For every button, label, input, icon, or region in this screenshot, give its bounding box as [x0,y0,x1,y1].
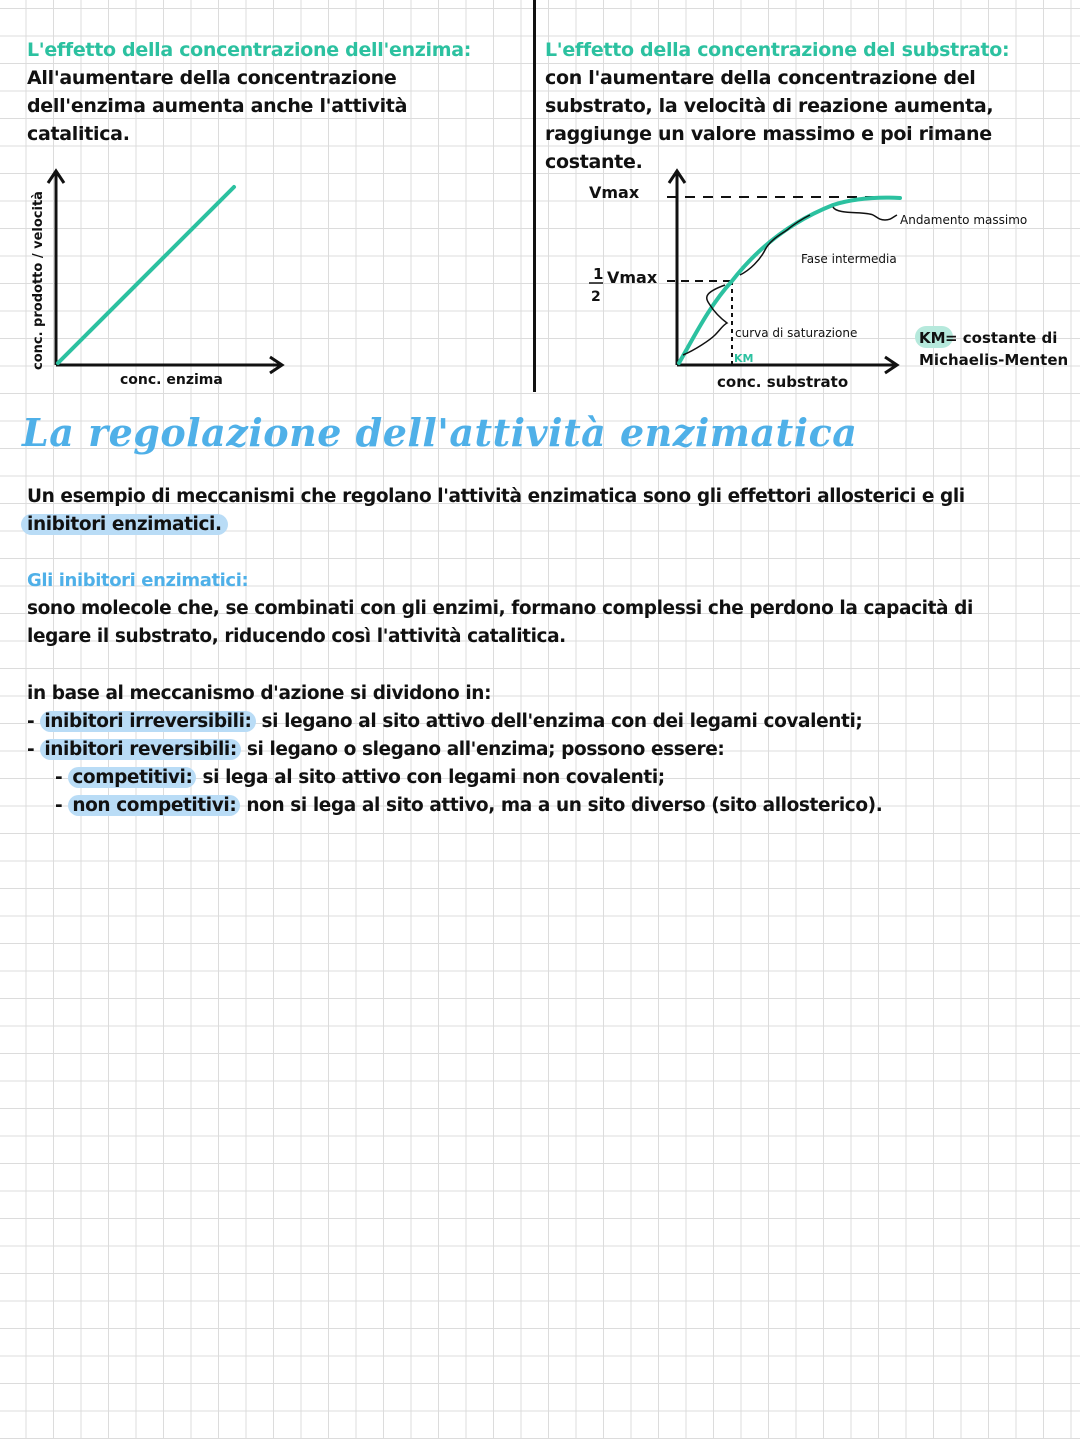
inhibitors-heading: Gli inibitori enzimatici: [27,570,249,591]
half-vmax-numerator: 1 [593,265,604,283]
km-definition-rest: = costante di [945,329,1058,347]
x-axis-label: conc. enzima [120,372,223,388]
km-definition-line2: Michaelis-Menten [919,351,1069,369]
term-highlight: inibitori irreversibili: [40,711,255,732]
inhibitors-block [27,567,1067,651]
vmax-label: Vmax [589,183,640,202]
list-text: si lega al sito attivo con legami non covalenti; [196,767,665,788]
series-line-enzyme [58,187,234,363]
km-tick-label: KM [734,352,754,365]
mechanism-block [27,680,1067,820]
right-paragraph-line: raggiunge un valore massimo e poi rimane [545,123,992,145]
left-section [27,36,517,148]
brace-mid [740,215,810,275]
column-divider [533,0,536,392]
left-paragraph-line: All'aumentare della concentrazione [27,67,397,89]
list-dash: - [27,739,41,760]
right-section-title: L'effetto della concentrazione del substrato: [545,39,1010,61]
right-paragraph-line: substrato, la velocità di reazione aumenta, [545,95,994,117]
annotation-max: Andamento massimo [900,213,1028,227]
list-dash: - [27,711,41,732]
term-highlight: inibitori reversibili: [40,739,241,760]
list-item [27,708,1067,736]
y-axis-label: conc. prodotto / velocità [31,191,46,370]
km-definition-prefix: KM [919,329,946,347]
term-highlight: non competitivi: [68,795,240,816]
list-dash: - [55,795,69,816]
half-vmax-label: Vmax [607,268,658,287]
brace-max [833,207,897,220]
intro-highlight: inibitori enzimatici. [21,514,228,535]
x-axis-label: conc. substrato [717,373,849,391]
sub-list-item [27,792,1067,820]
enzyme-concentration-chart [20,165,300,390]
inhibitors-line: legare il substrato, riducendo così l'attività catalitica. [27,626,566,647]
left-paragraph-line: dell'enzima aumenta anche l'attività [27,95,408,117]
left-section-title: L'effetto della concentrazione dell'enzima: [27,39,472,61]
right-paragraph-line: con l'aumentare della concentrazione del [545,67,976,89]
mechanism-intro: in base al meccanismo d'azione si dividono in: [27,683,492,704]
intro-line: Un esempio di meccanismi che regolano l'attività enzimatica sono gli effettori allosterici e gli [27,486,965,507]
right-paragraph-line: costante. [545,151,643,173]
substrate-concentration-chart [575,165,1075,395]
right-section [545,36,1065,176]
list-text: si legano al sito attivo dell'enzima con dei legami covalenti; [255,711,863,732]
annotation-saturation: curva di saturazione [735,326,858,340]
inhibitors-line: sono molecole che, se combinati con gli enzimi, formano complessi che perdono la capacità di [27,598,973,619]
sub-list-item [27,764,1067,792]
list-text: si legano o slegano all'enzima; possono essere: [240,739,725,760]
left-paragraph-line: catalitica. [27,123,130,145]
list-item [27,736,1067,764]
half-vmax-denominator: 2 [591,289,601,305]
term-highlight: competitivi: [68,767,196,788]
section-title: La regolazione dell'attività enzimatica [22,410,858,455]
annotation-intermediate: Fase intermedia [801,252,897,266]
list-text: non si lega al sito attivo, ma a un sito diverso (sito allosterico). [240,795,883,816]
intro-paragraph [27,483,1067,539]
list-dash: - [55,767,69,788]
